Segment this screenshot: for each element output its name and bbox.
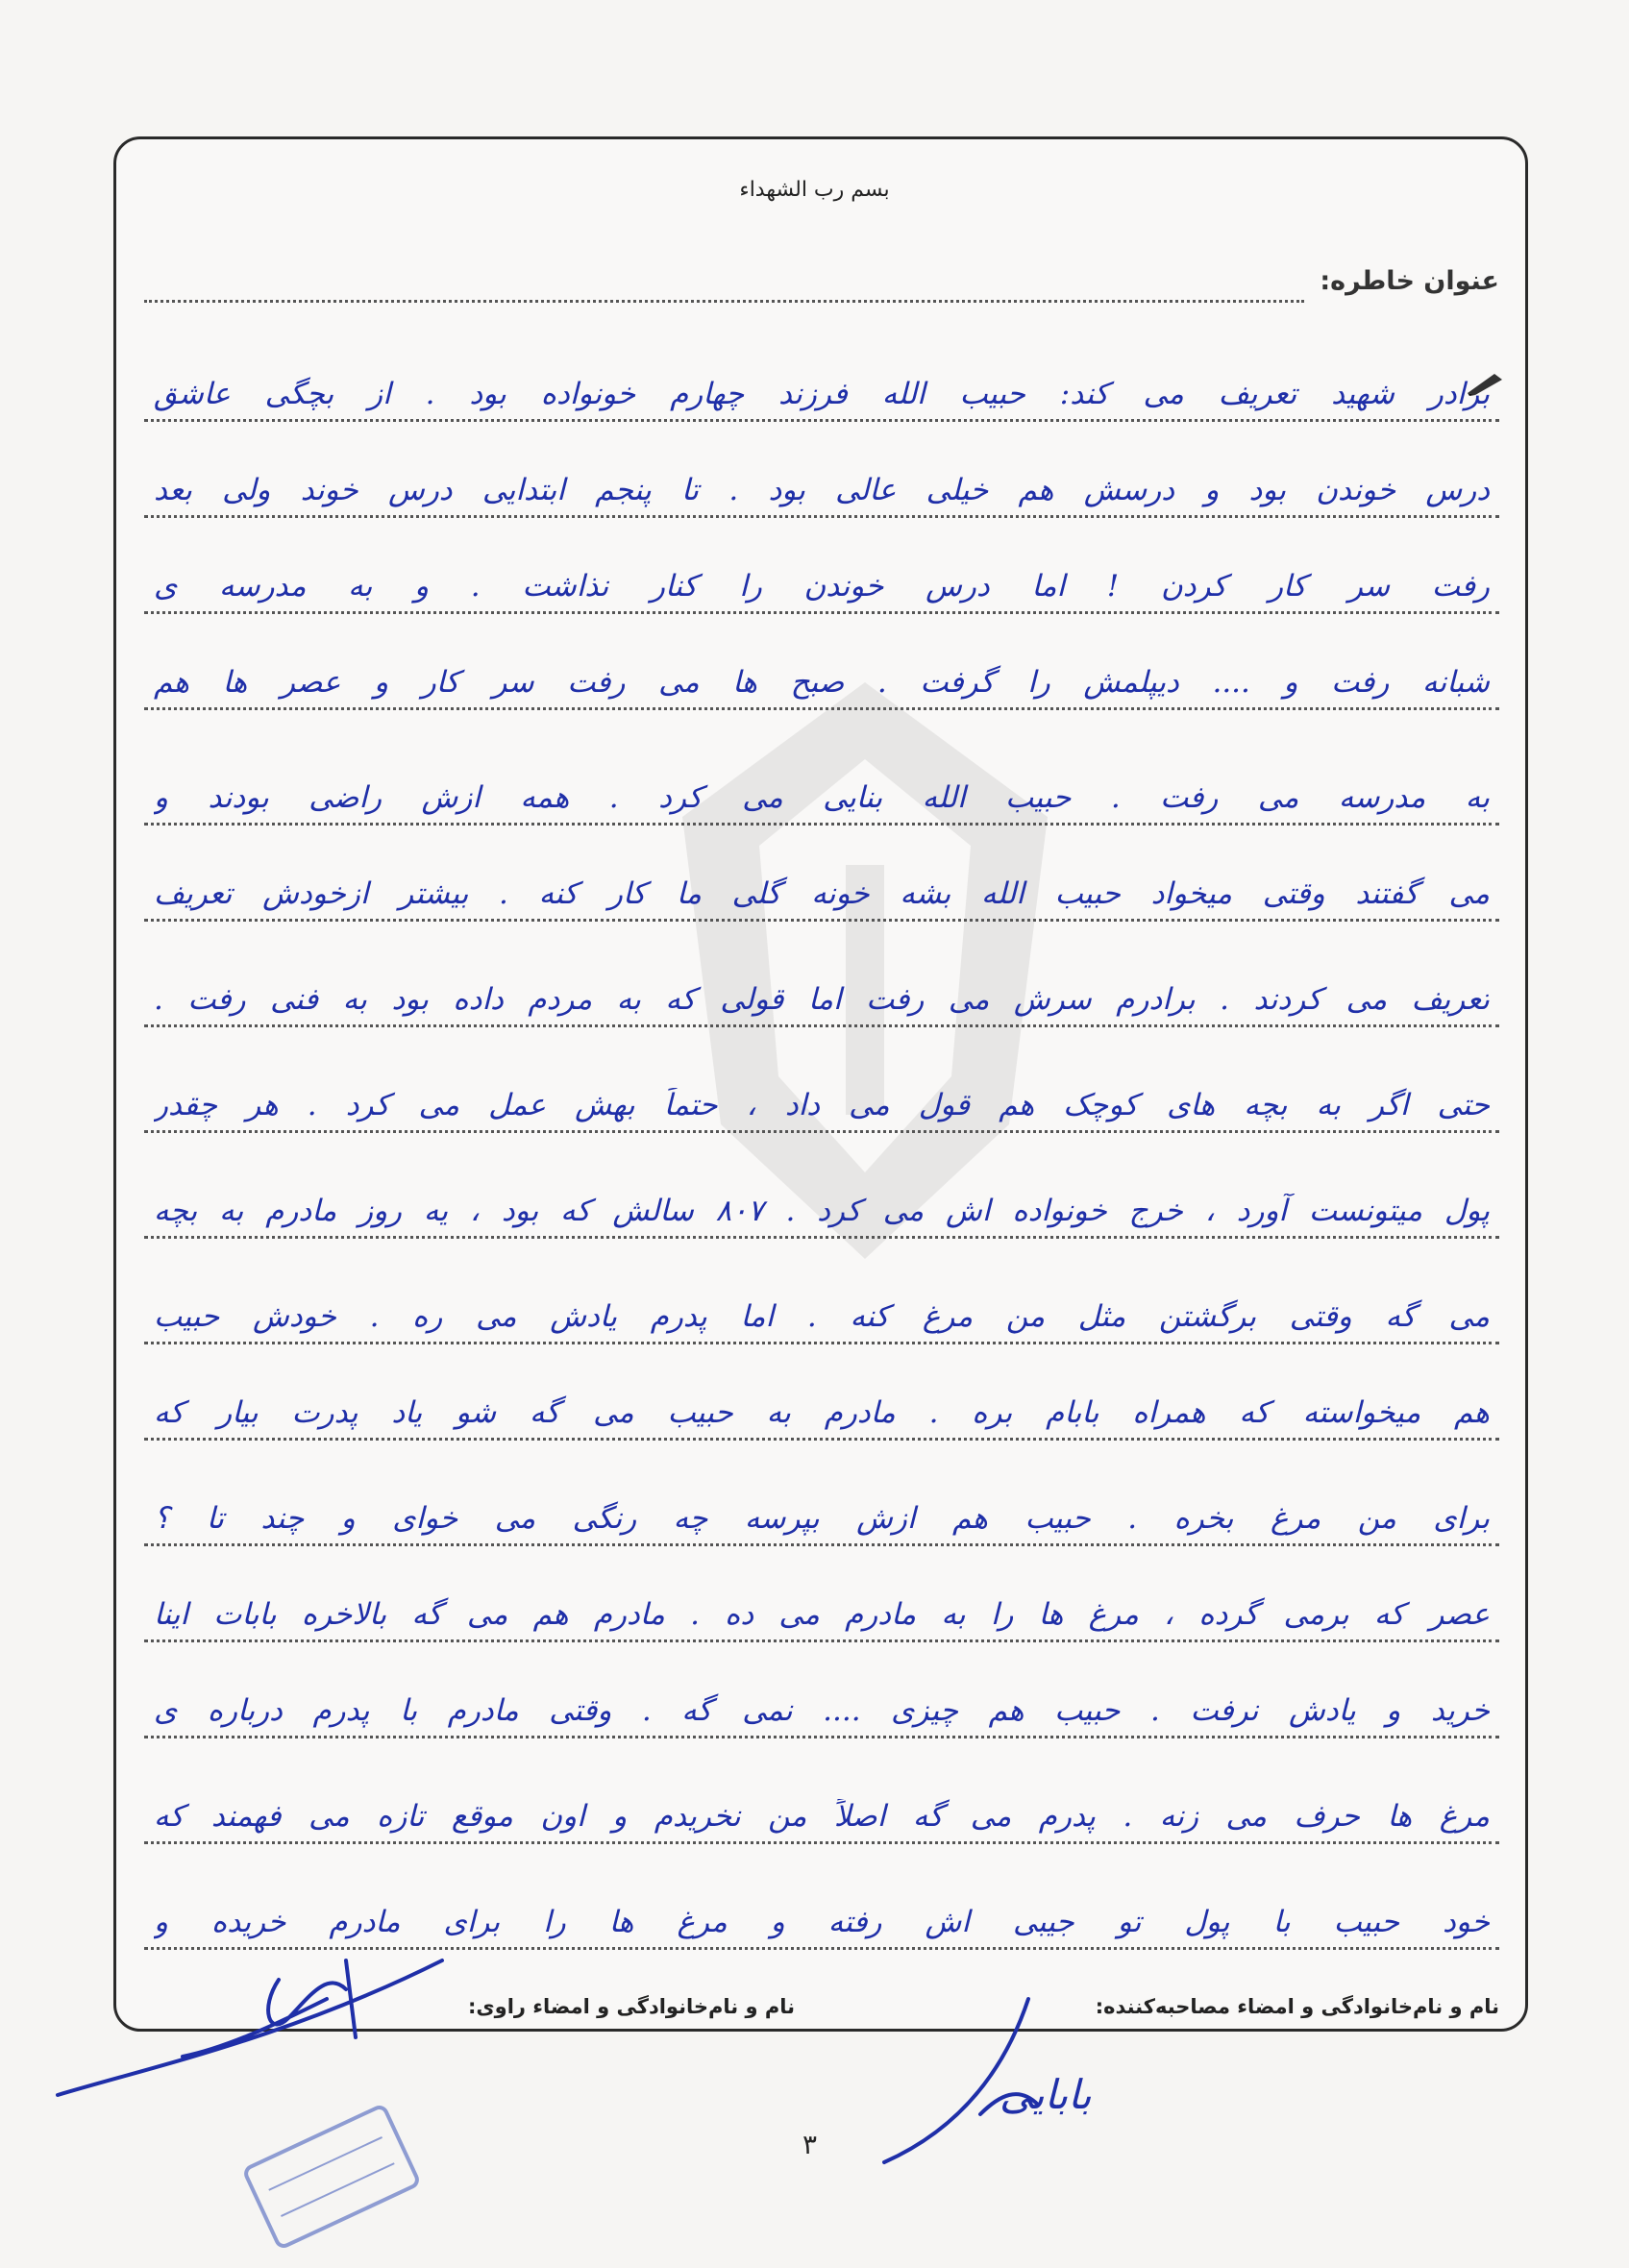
handwritten-text: درس خوندن بود و درسش هم خیلی عالی بود . تا پنجم ابتدایی درس خوند ولی بعد bbox=[154, 473, 1490, 507]
handwritten-line bbox=[144, 352, 1499, 422]
handwritten-line bbox=[144, 1274, 1499, 1344]
handwritten-text: می گفتند وقتی میخواد حبیب الله بشه خونه گلی ما کار کنه . بیشتر ازخودش تعریف bbox=[154, 876, 1490, 911]
memory-title-label: عنوان خاطره: bbox=[1320, 266, 1499, 296]
handwritten-text: رفت سر کار کردن ! اما درس خوندن را کنار نذاشت . و به مدرسه ی bbox=[154, 569, 1490, 604]
handwritten-text: برادر شهید تعریف می کند: حبیب الله فرزند چهارم خونواده بود . از بچگی عاشق bbox=[154, 377, 1490, 411]
handwritten-text: خود حبیب با پول تو جیبی اش رفته و مرغ ها را برای مادرم خریده و bbox=[154, 1905, 1490, 1939]
basmala-header: بسم رب الشهداء bbox=[739, 178, 890, 202]
handwritten-line bbox=[144, 1774, 1499, 1844]
handwritten-line bbox=[144, 1063, 1499, 1133]
handwritten-line bbox=[144, 640, 1499, 710]
handwritten-line bbox=[144, 755, 1499, 826]
handwritten-line bbox=[144, 1169, 1499, 1239]
handwritten-text: به مدرسه می رفت . حبیب الله بنایی می کرد . همه ازش راضی بودند و bbox=[154, 780, 1490, 815]
handwritten-text: حتی اگر به بچه های کوچک هم قول می داد ، حتماً بهش عمل می کرد . هر چقدر bbox=[154, 1088, 1490, 1122]
narrator-signature bbox=[38, 1922, 461, 2114]
handwritten-text: پول میتونست آورد ، خرج خونواده اش می کرد . ۸۰۷ سالش که بود ، یه روز مادرم به بچه bbox=[154, 1194, 1490, 1228]
handwritten-text: عصر که برمی گرده ، مرغ ها را به مادرم می ده . مادرم هم می گه بالاخره بابات اینا bbox=[154, 1597, 1490, 1632]
handwritten-line bbox=[144, 1476, 1499, 1546]
handwritten-line bbox=[144, 1668, 1499, 1738]
handwritten-text: تعریف می کردند . برادرم سرش می رفت اما قولی که به مردم داده بود به فنی رفت . bbox=[154, 982, 1490, 1017]
handwritten-text: شبانه رفت و .... دیپلمش را گرفت . صبح ها می رفت سر کار و عصر ها هم bbox=[154, 665, 1490, 700]
handwritten-line bbox=[144, 1370, 1499, 1441]
handwritten-line bbox=[144, 448, 1499, 518]
handwritten-text: مرغ ها حرف می زنه . پدرم می گه اصلاً من نخریدم و اون موقع تازه می فهمند که bbox=[154, 1799, 1490, 1834]
handwritten-text: برای من مرغ بخره . حبیب هم ازش بپرسه چه رنگی می خوای و چند تا ؟ bbox=[154, 1501, 1490, 1536]
title-dotted-line bbox=[144, 300, 1304, 303]
handwritten-line bbox=[144, 851, 1499, 922]
page-number: ۳ bbox=[802, 2129, 818, 2160]
interviewer-signature-label: نام و نام‌خانوادگی و امضاء مصاحبه‌کننده: bbox=[1095, 1995, 1499, 2018]
handwritten-line bbox=[144, 1572, 1499, 1642]
narrator-signature-label: نام و نام‌خانوادگی و امضاء راوی: bbox=[468, 1995, 795, 2018]
interviewer-signature: بابایی bbox=[1000, 2071, 1092, 2118]
handwritten-text: خرید و یادش نرفت . حبیب هم چیزی .... نمی گه . وقتی مادرم با پدرم درباره ی bbox=[154, 1693, 1490, 1728]
interviewer-signature-stroke bbox=[865, 1980, 1057, 2172]
ink-stamp bbox=[231, 2105, 432, 2249]
handwritten-line bbox=[144, 544, 1499, 614]
handwritten-text: هم میخواسته که همراه بابام بره . مادرم به حبیب می گه شو یاد پدرت بیار که bbox=[154, 1395, 1490, 1430]
handwritten-text: می گه وقتی برگشتن مثل من مرغ کنه . اما پدرم یادش می ره . خودش حبیب bbox=[154, 1299, 1490, 1334]
handwritten-line bbox=[144, 957, 1499, 1027]
